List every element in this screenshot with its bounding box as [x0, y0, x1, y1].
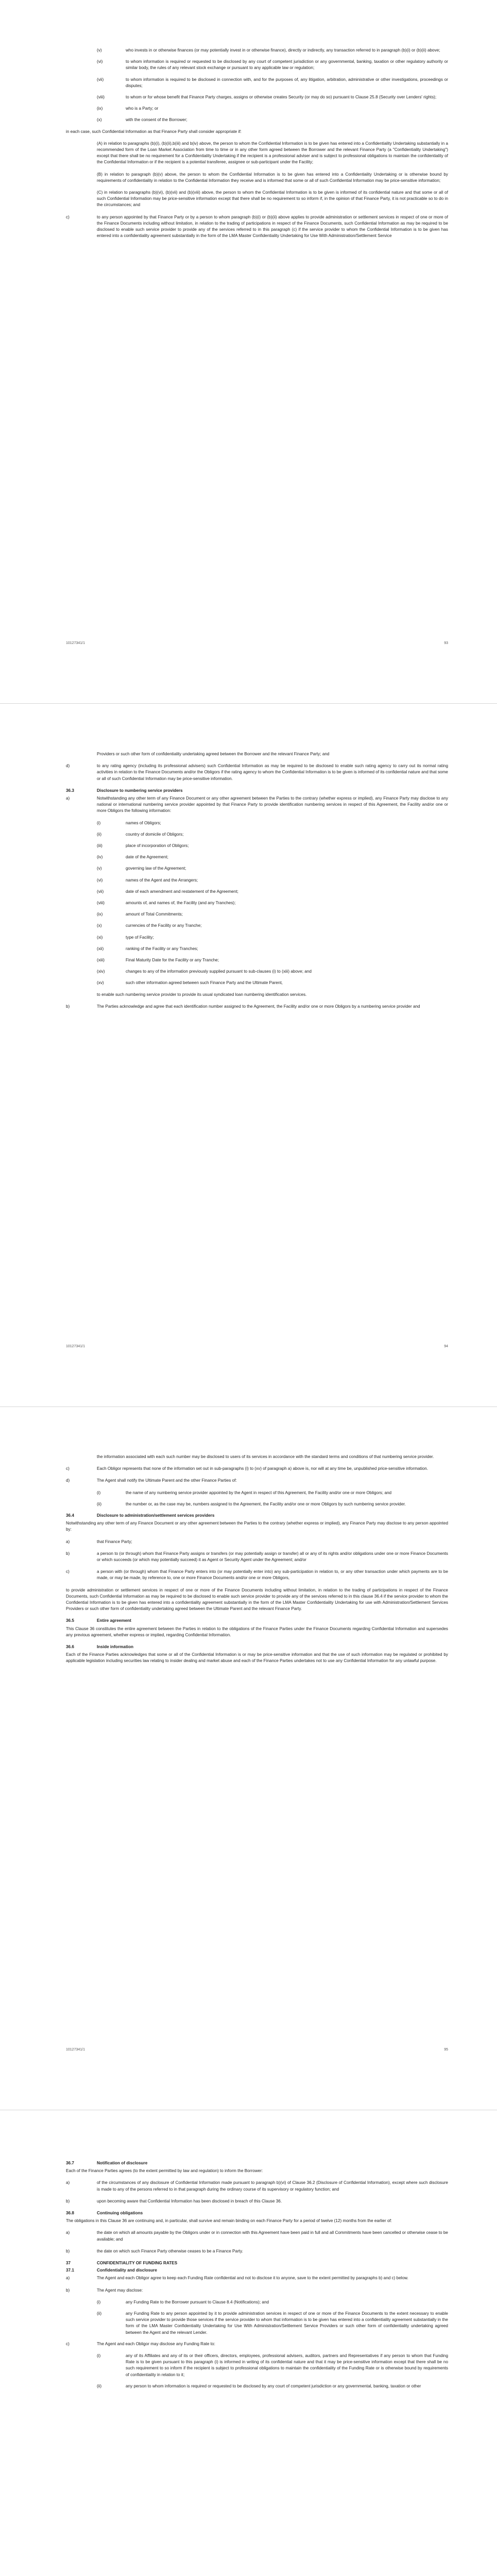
page-divider	[0, 1406, 497, 1407]
list-item: (viii) amounts of, and names of, the Facility (and any Tranches);	[97, 901, 236, 906]
paragraph: the information associated with each such number may be disclosed to users of its services in accordance with the standard terms and conditions of that numbering service provider.	[97, 1454, 434, 1459]
list-item: (v) governing law of the Agreement;	[97, 866, 186, 871]
list-item: (iv) date of the Agreement;	[97, 855, 168, 860]
list-item: (ii) any person to whom information is required or requested to be disclosed by any court of competent jurisdiction or any governmental, banking, taxation or other	[97, 2383, 421, 2388]
document-reference: 10127341/1	[66, 2048, 85, 2052]
paragraph: in each case, such Confidential Information as that Finance Party shall consider appropriate if:	[66, 129, 242, 134]
list-item: (i) names of Obligors;	[97, 820, 161, 825]
section-heading: 36.4 Disclosure to administration/settlement services providers	[66, 1513, 215, 1518]
paragraph: The obligations in this Clause 36 are continuing and, in particular, shall survive and remain binding on each Finance Party for a period of twelve (12) months from the earlier of:	[66, 2218, 392, 2224]
list-item: b) upon becoming aware that Confidential Information has been disclosed in breach of this Clause 36.	[66, 2198, 282, 2204]
list-item: b) The Agent may disclose:	[66, 2287, 143, 2293]
list-item: a) the date on which all amounts payable by the Obligors under or in connection with this Agreement have been paid in full and all Commitments have been cancelled or otherwise cease to be available; and	[66, 2230, 448, 2242]
section-heading: 37.1 Confidentiality and disclosure	[66, 2268, 157, 2273]
list-item: a) that Finance Party;	[66, 1539, 132, 1544]
list-item: (viii) to whom or for whose benefit that Finance Party charges, assigns or otherwise creates Security (or may do so) pursuant to Clause 25.8 (Security over Lenders' rights);	[97, 95, 437, 100]
page-number: 95	[444, 2048, 448, 2052]
list-item: a) Notwithstanding any other term of any Finance Document or any other agreement between the Parties to the contrary (whether express or implied), any Finance Party may disclose to any national or international numbering service provider appointed by that Finance Party to provide identification numbering services in respect of this Agreement, the Facility and/or one or more Obligors the following information:	[66, 796, 448, 814]
paragraph: Providers or such other form of confidentiality undertaking agreed between the Borrower and the relevant Finance Party; and	[97, 752, 330, 756]
paragraph: Notwithstanding any other term of any Finance Document or any other agreement between the Parties to the contrary (whether express or implied), any Finance Party may disclose to any person appointed by:	[66, 1521, 448, 1532]
paragraph: (C) in relation to paragraphs (b)(vi), (b)(vii) and (b)(viii) above, the person to whom the Confidential Information is to be given is informed of its confidential nature and that some or all of such Confidential Information may be price-sensitive information except that there shall be no requirement to so inform if, in the opinion of that Finance Party, it is not practicable so to do in the circumstances; and	[97, 190, 448, 208]
paragraph: Each of the Finance Parties agrees (to the extent permitted by law and regulation) to inform the Borrower:	[66, 2168, 263, 2174]
page-divider	[0, 703, 497, 704]
section-heading: 36.7 Notification of disclosure	[66, 2161, 148, 2165]
page-96-content	[66, 2157, 448, 2395]
list-item: (vi) to whom information is required or requested to be disclosed by any court of competent jurisdiction or any governmental, banking, taxation or other regulatory authority or similar body, the rules of any relevant stock exchange or pursuant to any applicable law or regulation;	[97, 59, 448, 71]
list-item: (xiii) Final Maturity Date for the Facility or any Tranche;	[97, 958, 219, 963]
list-item: (i) any Funding Rate to the Borrower pursuant to Clause 8.4 (Notifications); and	[97, 2299, 269, 2304]
list-item: (xii) ranking of the Facility or any Tranches;	[97, 946, 198, 951]
list-item: d) The Agent shall notify the Ultimate Parent and the other Finance Parties of:	[66, 1478, 237, 1483]
page-93-content	[66, 47, 448, 245]
page-94-content	[66, 751, 448, 1015]
list-item: (ii) country of domicile of Obligors;	[97, 832, 184, 837]
list-item: (i) any of its Affiliates and any of its or their officers, directors, employees, professional advisers, auditors, partners and Representatives if any person to whom that Funding Rate is to be given pursuant to this paragraph (i) is informed in writing of its confidential nature and that it may be price-sensitive information except that there shall be no such requirement to so inform if the recipient is subject to professional obligations to maintain the confidentiality of the Funding Rate or is otherwise bound by requirements of confidentiality in relation to it;	[97, 2353, 448, 2377]
paragraph: to provide administration or settlement services in respect of one or more of the Finance Documents including without limitation, in relation to the trading of participations in respect of the Finance Documents, such Confidential Information as may be required to be disclosed to enable such service provider to provide any of the services referred to in this clause 36.4 if the service provider to whom the Confidential Information is to be given has entered into a confidentiality agreement substantially in the form of the LMA Master Confidentiality Undertaking for use with Administration/Settlement Services Providers or such other form of confidentiality undertaking agreed between the Ultimate Parent and the relevant Finance Party.	[66, 1587, 448, 1612]
list-item: (vi) names of the Agent and the Arrangers;	[97, 877, 198, 883]
paragraph: Each of the Finance Parties acknowledges that some or all of the Confidential Information is or may be price-sensitive information and that the use of such information may be regulated or prohibited by applicable legislation including securities law relating to insider dealing and market abuse and each of the Finance Parties undertakes not to use any Confidential Information for any unlawful purpose.	[66, 1652, 448, 1664]
list-item: c) to any person appointed by that Finance Party or by a person to whom paragraph (b)(i) or (b)(ii) above applies to provide administration or settlement services in respect of one or more of the Finance Documents including without limitation, in relation to the trading of participations in respect of the Finance Documents, such Confidential Information as may be required to be disclosed to enable such service provider to provide any of the services referred to in this paragraph (c) if the service provider to whom the Confidential Information is to be given has entered into a confidentiality agreement substantially in the form of the LMA Master Confidentiality Undertaking for Use With Administration/Settlement Service	[66, 214, 448, 239]
list-item: (ix) amount of Total Commitments;	[97, 912, 183, 917]
list-item: b) a person to (or through) whom that Finance Party assigns or transfers (or may potentially assign or transfer) all or any of its rights and/or obligations under one or more Finance Documents or which succeeds (or which may potentially succeed) it as Agent or Security Agent under the Agreement; and/or	[66, 1551, 448, 1563]
section-heading: 36.5 Entire agreement	[66, 1618, 131, 1623]
list-item: (xv) such other information agreed between such Finance Party and the Ultimate Parent,	[97, 980, 283, 986]
list-item: (ii) the number or, as the case may be, numbers assigned to the Agreement, the Facility and/or one or more Obligors by such numbering service provider.	[97, 1501, 406, 1506]
list-item: c) a person with (or through) whom that Finance Party enters into (or may potentially enter into) any sub-participation in relation to, or any other transaction under which payments are to be made, or may be made, by reference to, one or more Finance Documents and/or one or more Obligors,	[66, 1569, 448, 1581]
list-item: b) The Parties acknowledge and agree that each identification number assigned to the Agreement, the Facility and/or one or more Obligors by a numbering service provider and	[66, 1004, 420, 1009]
list-item: (ii) any Funding Rate to any person appointed by it to provide administration services in respect of one or more of the Finance Documents to the extent necessary to enable such service provider to provide those services if the service provider to whom that information is to be given has entered into a confidentiality agreement substantially in the form of the LMA Master Confidentiality Undertaking for Use With Administration/Settlement Service Providers or such other form of confidentiality undertaking agreed between the Agent and the relevant Lender.	[97, 2311, 448, 2335]
chapter-heading: 37 CONFIDENTIALITY OF FUNDING RATES	[66, 2261, 178, 2266]
page-95-content	[66, 1454, 448, 1670]
section-heading: 36.3 Disclosure to numbering service providers	[66, 788, 183, 793]
paragraph: (B) in relation to paragraph (b)(v) above, the person to whom the Confidential Information is to be given has entered into a Confidentiality Undertaking or is otherwise bound by requirements of confidentiality in relation to the Confidential Information they receive and is informed that some or all of such Confidential Information may be price-sensitive information;	[97, 172, 448, 183]
list-item: (vii) date of each amendment and restatement of the Agreement;	[97, 889, 238, 894]
list-item: (xiv) changes to any of the information previously supplied pursuant to sub-clauses (i) to (xiii) above; and	[97, 969, 312, 974]
list-item: (v) who invests in or otherwise finances (or may potentially invest in or otherwise finance), directly or indirectly, any transaction referred to in paragraph (b)(i) or (b)(ii) above;	[97, 48, 440, 53]
section-heading: 36.8 Continuing obligations	[66, 2211, 143, 2216]
paragraph: (A) in relation to paragraphs (b)(i), (b)(ii),b(iii) and b(iv) above, the person to whom the Confidential Information is to be given has entered into a Confidentiality Undertaking substantially in a recommended form of the Loan Market Association from time to time or in any other form agreed between the Borrower and the relevant Finance Party (a "Confidentiality Undertaking") except that there shall be no requirement for a Confidentiality Undertaking if the recipient is a professional adviser and is subject to professional obligations to maintain the confidentiality of the Confidential Information or if the recipient is a potential transferee, assignee or sub-participant under the Facility;	[97, 141, 448, 165]
list-item: (i) the name of any numbering service provider appointed by the Agent in respect of this Agreement, the Facility and/or one or more Obligors; and	[97, 1490, 392, 1495]
list-item: (x) currencies of the Facility or any Tranche;	[97, 923, 202, 928]
list-item: (vii) to whom information is required to be disclosed in connection with, and for the purposes of, any litigation, arbitration, administrative or other investigations, proceedings or disputes;	[97, 77, 448, 88]
section-heading: 36.6 Inside information	[66, 1645, 133, 1650]
list-item: a) The Agent and each Obligor agree to keep each Funding Rate confidential and not to disclose it to anyone, save to the extent permitted by paragraphs b) and c) below.	[66, 2276, 408, 2281]
list-item: c) The Agent and each Obligor may disclose any Funding Rate to:	[66, 2341, 215, 2346]
list-item: b) the date on which such Finance Party otherwise ceases to be a Finance Party.	[66, 2248, 243, 2253]
paragraph: This Clause 36 constitutes the entire agreement between the Parties in relation to the obligations of the Finance Parties under the Finance Documents regarding Confidential Information and supersedes any previous agreement, whether express or implied, regarding Confidential Information.	[66, 1626, 448, 1637]
list-item: (x) with the consent of the Borrower;	[97, 117, 187, 123]
list-item: (ix) who is a Party; or	[97, 106, 159, 111]
page-number: 93	[444, 641, 448, 645]
paragraph: to enable such numbering service provider to provide its usual syndicated loan numbering identification services.	[97, 992, 307, 997]
page-number: 94	[444, 1345, 448, 1348]
list-item: (iii) place of incorporation of Obligors;	[97, 843, 189, 849]
list-item: d) to any rating agency (including its professional advisers) such Confidential Information as may be required to be disclosed to enable such rating agency to carry out its normal rating activities in relation to the Finance Documents and/or the Obligors if the rating agency to whom the Confidential Information is to be given is informed of its confidential nature and that some or all of such Confidential Information may be price-sensitive information.	[66, 764, 448, 781]
list-item: (xi) type of Facility;	[97, 935, 154, 940]
document-reference: 10127341/1	[66, 1345, 85, 1348]
list-item: c) Each Obligor represents that none of the information set out in sub-paragraphs (i) to (xv) of paragraph a) above is, nor will at any time be, unpublished price-sensitive information.	[66, 1466, 429, 1471]
list-item: a) of the circumstances of any disclosure of Confidential Information made pursuant to paragraph b)(vi) of Clause 36.2 (Disclosure of Confidential Information), except where such disclosure is made to any of the persons referred to in that paragraph during the ordinary course of its supervisory or regulatory function; and	[66, 2180, 448, 2192]
document-reference: 10127341/1	[66, 641, 85, 645]
